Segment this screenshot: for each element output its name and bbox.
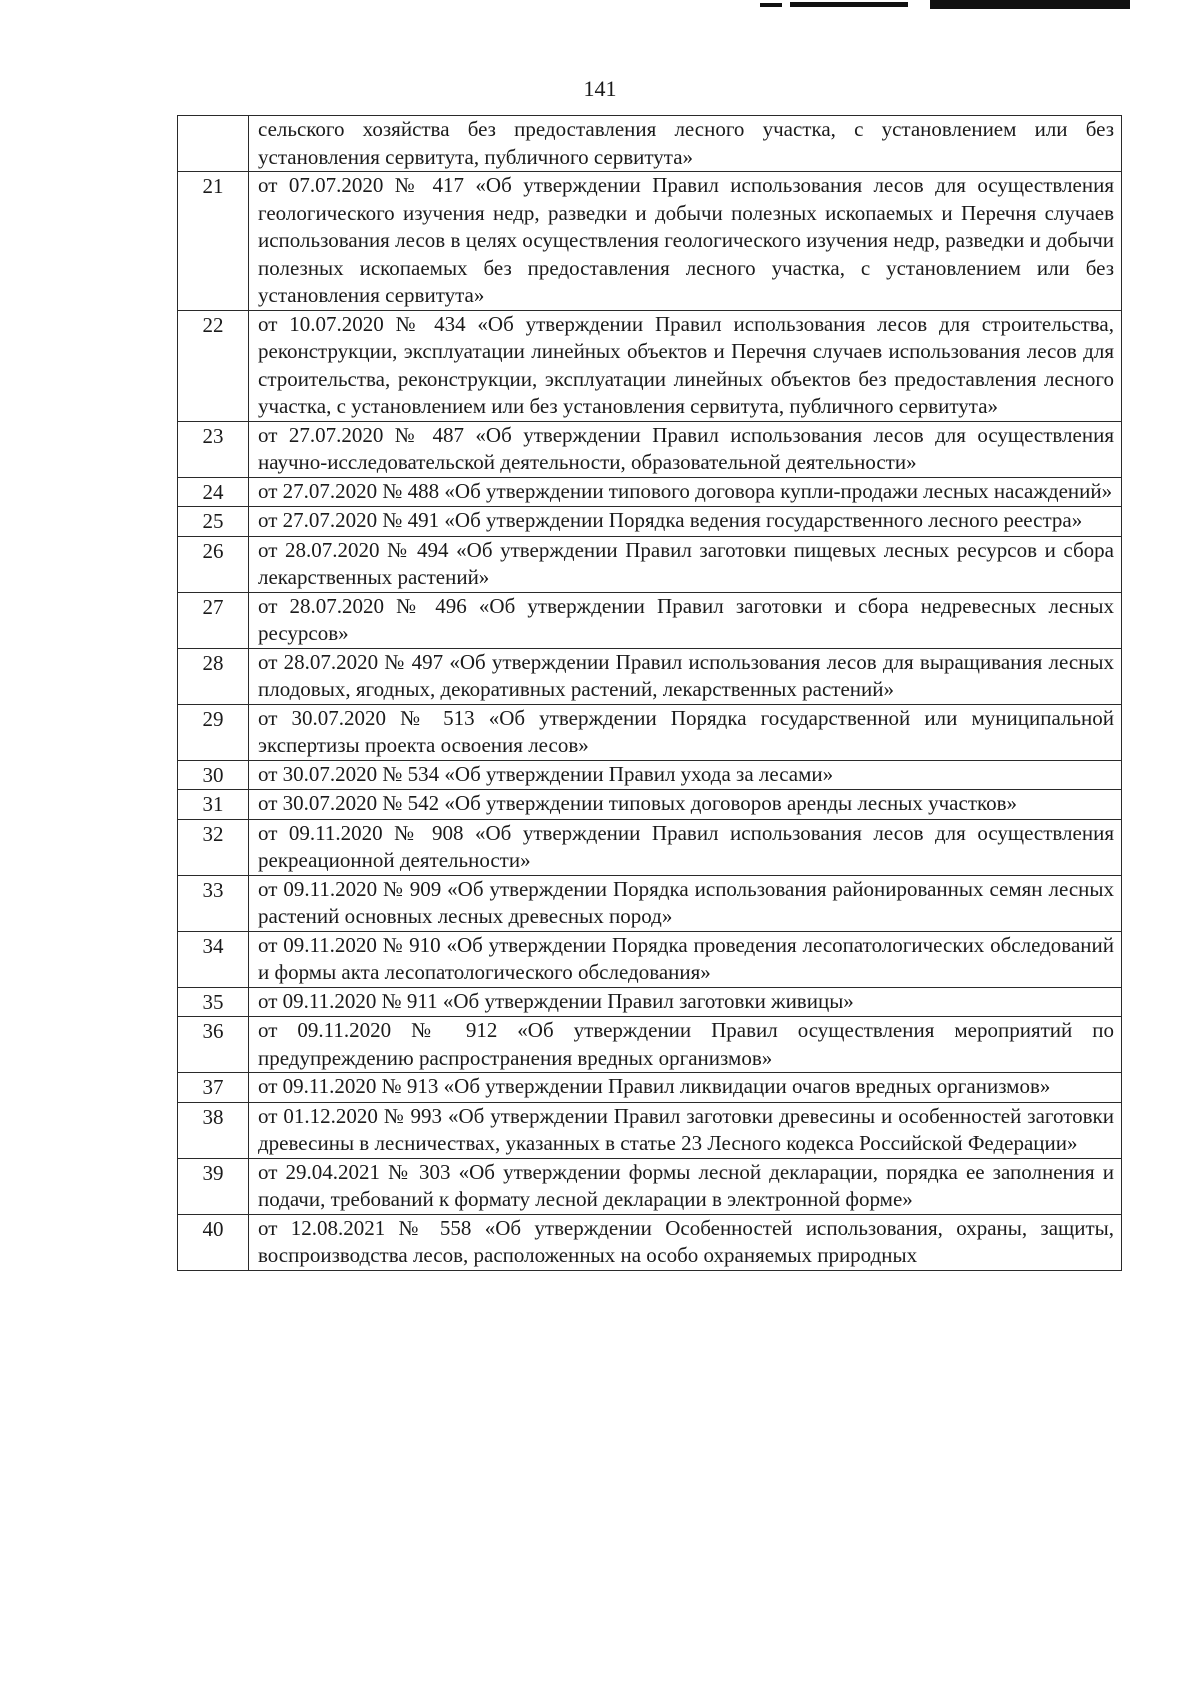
table-row <box>178 1017 1122 1073</box>
row-text: от 09.11.2020 № 913 «Об утверждении Правил ликвидации очагов вредных организмов» <box>249 1073 1122 1103</box>
table-row <box>178 760 1122 790</box>
table-row <box>178 819 1122 875</box>
table-row <box>178 1102 1122 1158</box>
table-row <box>178 1073 1122 1103</box>
row-text: от 10.07.2020 № 434 «Об утверждении Правил использования лесов для строительства, реконструкции, эксплуатации линейных объектов и Перечня случаев использования лесов для строительства, реконструкции, эксплуатации линейных объектов без предоставления лесного участка, с установлением или без установления сервитута, публичного сервитута» <box>249 310 1122 421</box>
row-number: 25 <box>178 507 249 537</box>
table-row <box>178 172 1122 311</box>
scan-artifact <box>790 2 908 7</box>
row-text: от 12.08.2021 № 558 «Об утверждении Особенностей использования, охраны, защиты, воспроизводства лесов, расположенных на особо охраняемых природных <box>249 1214 1122 1270</box>
row-number: 27 <box>178 592 249 648</box>
table-row <box>178 875 1122 931</box>
row-text: от 30.07.2020 № 513 «Об утверждении Порядка государственной или муниципальной экспертизы проекта освоения лесов» <box>249 704 1122 760</box>
row-number: 31 <box>178 790 249 820</box>
row-number: 38 <box>178 1102 249 1158</box>
row-number: 40 <box>178 1214 249 1270</box>
table-row <box>178 477 1122 507</box>
row-number: 36 <box>178 1017 249 1073</box>
row-text: от 30.07.2020 № 534 «Об утверждении Правил ухода за лесами» <box>249 760 1122 790</box>
row-text: от 28.07.2020 № 496 «Об утверждении Правил заготовки и сбора недревесных лесных ресурсов» <box>249 592 1122 648</box>
table-row <box>178 1214 1122 1270</box>
row-text: от 09.11.2020 № 908 «Об утверждении Правил использования лесов для осуществления рекреационной деятельности» <box>249 819 1122 875</box>
table-row <box>178 704 1122 760</box>
row-text: сельского хозяйства без предоставления лесного участка, с установлением или без установления сервитута, публичного сервитута» <box>249 116 1122 172</box>
row-number <box>178 116 249 172</box>
table-row <box>178 421 1122 477</box>
table-row <box>178 592 1122 648</box>
row-text: от 09.11.2020 № 909 «Об утверждении Порядка использования районированных семян лесных растений основных лесных древесных пород» <box>249 875 1122 931</box>
row-text: от 09.11.2020 № 910 «Об утверждении Порядка проведения лесопатологических обследований и формы акта лесопатологического обследования» <box>249 931 1122 987</box>
row-number: 39 <box>178 1158 249 1214</box>
table-row <box>178 536 1122 592</box>
row-number: 30 <box>178 760 249 790</box>
row-number: 34 <box>178 931 249 987</box>
row-text: от 28.07.2020 № 497 «Об утверждении Правил использования лесов для выращивания лесных плодовых, ягодных, декоративных растений, лекарственных растений» <box>249 648 1122 704</box>
scan-artifact <box>930 0 1130 9</box>
table-row <box>178 648 1122 704</box>
row-text: от 09.11.2020 № 912 «Об утверждении Правил осуществления мероприятий по предупреждению распространения вредных организмов» <box>249 1017 1122 1073</box>
row-number: 28 <box>178 648 249 704</box>
row-text: от 27.07.2020 № 488 «Об утверждении типового договора купли-продажи лесных насаждений» <box>249 477 1122 507</box>
table-row <box>178 931 1122 987</box>
row-text: от 07.07.2020 № 417 «Об утверждении Правил использования лесов для осуществления геологического изучения недр, разведки и добычи полезных ископаемых и Перечня случаев использования лесов в целях осуществления геологического изучения недр, разведки и добычи полезных ископаемых без предоставления лесного участка, с установлением или без установления сервитута» <box>249 172 1122 311</box>
table-row <box>178 507 1122 537</box>
row-text: от 01.12.2020 № 993 «Об утверждении Правил заготовки древесины и особенностей заготовки древесины в лесничествах, указанных в статье 23 Лесного кодекса Российской Федерации» <box>249 1102 1122 1158</box>
row-number: 23 <box>178 421 249 477</box>
row-number: 37 <box>178 1073 249 1103</box>
row-number: 33 <box>178 875 249 931</box>
row-number: 35 <box>178 987 249 1017</box>
row-number: 24 <box>178 477 249 507</box>
row-text: от 27.07.2020 № 491 «Об утверждении Порядка ведения государственного лесного реестра» <box>249 507 1122 537</box>
row-text: от 29.04.2021 № 303 «Об утверждении формы лесной декларации, порядка ее заполнения и подачи, требований к формату лесной декларации в электронной форме» <box>249 1158 1122 1214</box>
row-text: от 09.11.2020 № 911 «Об утверждении Правил заготовки живицы» <box>249 987 1122 1017</box>
page-number: 141 <box>583 76 617 101</box>
row-number: 32 <box>178 819 249 875</box>
table-row <box>178 310 1122 421</box>
row-number: 21 <box>178 172 249 311</box>
row-text: от 27.07.2020 № 487 «Об утверждении Правил использования лесов для осуществления научно-исследовательской деятельности, образовательной деятельности» <box>249 421 1122 477</box>
row-number: 29 <box>178 704 249 760</box>
table-row <box>178 1158 1122 1214</box>
table-row <box>178 987 1122 1017</box>
row-number: 26 <box>178 536 249 592</box>
row-text: от 30.07.2020 № 542 «Об утверждении типовых договоров аренды лесных участков» <box>249 790 1122 820</box>
regulations-table <box>177 115 1122 1271</box>
table-row <box>178 116 1122 172</box>
row-text: от 28.07.2020 № 494 «Об утверждении Правил заготовки пищевых лесных ресурсов и сбора лекарственных растений» <box>249 536 1122 592</box>
row-number: 22 <box>178 310 249 421</box>
table-row <box>178 790 1122 820</box>
scan-artifact <box>760 3 782 7</box>
